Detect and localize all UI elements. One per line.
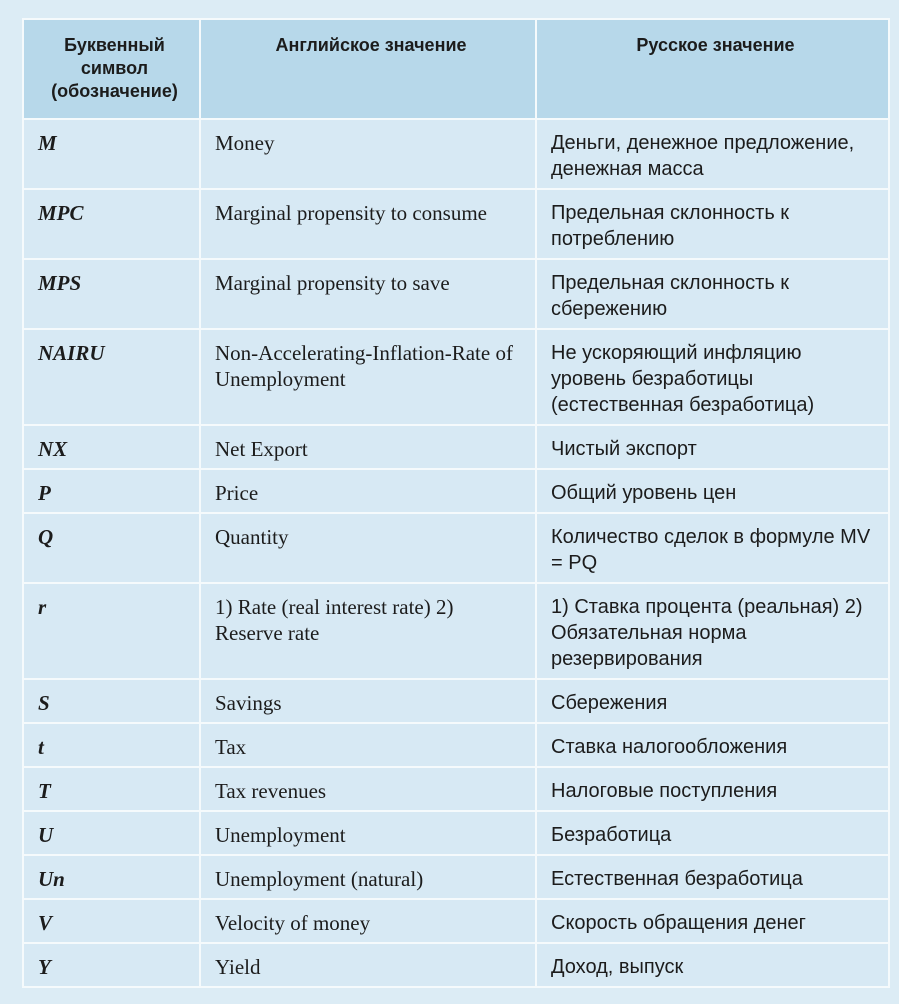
russian-cell: Предельная склонность к потреблению — [536, 189, 889, 259]
symbol-cell: P — [23, 469, 200, 513]
russian-cell: Чистый экспорт — [536, 425, 889, 469]
symbol-cell: MPC — [23, 189, 200, 259]
glossary-table — [22, 18, 890, 988]
table-row — [23, 899, 889, 943]
english-cell: Yield — [200, 943, 536, 987]
english-cell: Money — [200, 119, 536, 189]
symbol-cell: Q — [23, 513, 200, 583]
symbol-cell: U — [23, 811, 200, 855]
table-row — [23, 329, 889, 425]
russian-cell: Налоговые поступления — [536, 767, 889, 811]
symbol-cell: Y — [23, 943, 200, 987]
table-row — [23, 189, 889, 259]
symbol-cell: NX — [23, 425, 200, 469]
symbol-cell: T — [23, 767, 200, 811]
russian-cell: 1) Ставка процента (реальная) 2) Обязательная норма резервирования — [536, 583, 889, 679]
table-row — [23, 855, 889, 899]
table-row — [23, 425, 889, 469]
symbol-cell: r — [23, 583, 200, 679]
russian-cell: Скорость обращения денег — [536, 899, 889, 943]
symbol-cell: MPS — [23, 259, 200, 329]
table-row — [23, 767, 889, 811]
english-cell: Tax — [200, 723, 536, 767]
table-row — [23, 583, 889, 679]
english-cell: Tax revenues — [200, 767, 536, 811]
english-cell: Marginal propensity to save — [200, 259, 536, 329]
english-cell: Savings — [200, 679, 536, 723]
english-cell: Marginal propensity to consume — [200, 189, 536, 259]
russian-cell: Естественная безработица — [536, 855, 889, 899]
russian-cell: Безработица — [536, 811, 889, 855]
russian-cell: Общий уровень цен — [536, 469, 889, 513]
header-symbol: Буквенный символ (обозначение) — [23, 19, 200, 119]
symbol-cell: V — [23, 899, 200, 943]
english-cell: Unemployment (natural) — [200, 855, 536, 899]
table-row — [23, 469, 889, 513]
table-row — [23, 723, 889, 767]
symbol-cell: NAIRU — [23, 329, 200, 425]
symbol-cell: M — [23, 119, 200, 189]
table-row — [23, 259, 889, 329]
russian-cell: Сбережения — [536, 679, 889, 723]
english-cell: Net Export — [200, 425, 536, 469]
russian-cell: Предельная склонность к сбережению — [536, 259, 889, 329]
table-row — [23, 811, 889, 855]
english-cell: Unemployment — [200, 811, 536, 855]
symbol-cell: S — [23, 679, 200, 723]
russian-cell: Количество сделок в формуле MV = PQ — [536, 513, 889, 583]
table-row — [23, 943, 889, 987]
english-cell: Non-Accelerating-Inflation-Rate of Unemployment — [200, 329, 536, 425]
table-row — [23, 513, 889, 583]
table-row — [23, 119, 889, 189]
header-russian: Русское значение — [536, 19, 889, 119]
symbol-cell: Un — [23, 855, 200, 899]
english-cell: 1) Rate (real interest rate) 2) Reserve rate — [200, 583, 536, 679]
english-cell: Quantity — [200, 513, 536, 583]
english-cell: Velocity of money — [200, 899, 536, 943]
table-header — [23, 19, 889, 119]
symbol-cell: t — [23, 723, 200, 767]
russian-cell: Деньги, денежное предложение, денежная масса — [536, 119, 889, 189]
russian-cell: Не ускоряющий инфляцию уровень безработицы (естественная безработица) — [536, 329, 889, 425]
english-cell: Price — [200, 469, 536, 513]
header-english: Английское значение — [200, 19, 536, 119]
russian-cell: Доход, выпуск — [536, 943, 889, 987]
table-row — [23, 679, 889, 723]
russian-cell: Ставка налогообложения — [536, 723, 889, 767]
header-row — [23, 19, 889, 119]
table-body — [23, 119, 889, 987]
